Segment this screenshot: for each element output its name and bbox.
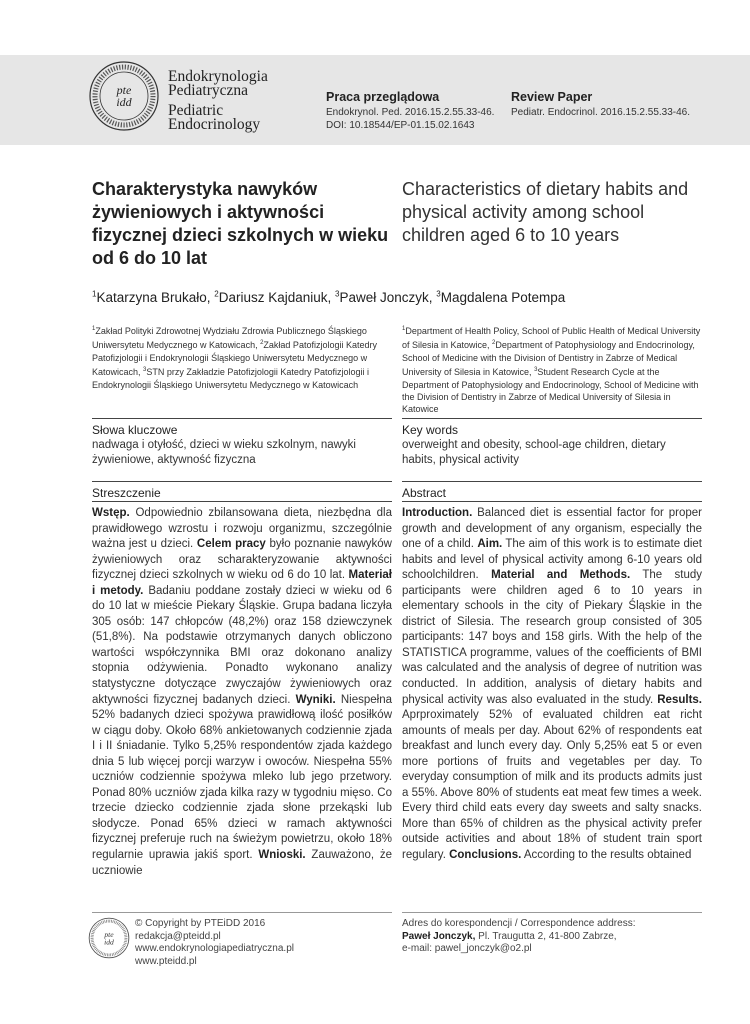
affiliations-pl: $^1$Zakład Polityki Zdrowotnej Wydziału Zdrowia Publicznego Śląskiego Uniwersytetu Medycznego w Katowicach, $^2$Zakład Patofizjologii Katedry Patofizjologii i Endokrynologii Śląskiego Uniwersytetu Medycznego w Katowicach, $^3$STN przy Zakładzie Patofizjologii Katedry Patofizjologii i Endokrynologii Śląskiego Uniwersytetu Medycznego w Katowicach bbox=[92, 326, 377, 390]
citation-en: Pediatr. Endocrinol. 2016.15.2.55.33-46. bbox=[511, 107, 691, 118]
abstract-heading-pl: Streszczenie bbox=[92, 486, 161, 500]
article-type-en: Review Paper bbox=[511, 90, 593, 104]
section-label: Wyniki. bbox=[295, 693, 336, 706]
section-label: Introduction. bbox=[402, 507, 473, 519]
correspondence-block bbox=[402, 918, 635, 956]
journal-website-link[interactable]: www.endokrynologiapediatryczna.pl bbox=[135, 943, 294, 954]
article-meta-pl bbox=[326, 91, 494, 132]
section-label: Aim. bbox=[477, 538, 503, 551]
keywords-heading-en: Key words bbox=[402, 423, 459, 437]
journal-name-en-1: Pediatric bbox=[168, 102, 224, 119]
author: $^3$Magdalena Potempa bbox=[436, 289, 566, 305]
doi[interactable]: DOI: 10.18544/EP-01.15.02.1643 bbox=[326, 120, 475, 131]
footer-divider bbox=[402, 912, 702, 913]
journal-seal-logo bbox=[88, 60, 160, 132]
divider bbox=[92, 481, 392, 482]
keywords-pl: nadwaga i otyłość, dzieci w wieku szkolnym, nawyki żywieniowe, aktywność fizyczna bbox=[92, 439, 356, 466]
correspondence-email[interactable]: e-mail: pawel_jonczyk@o2.pl bbox=[402, 943, 532, 954]
society-website-link[interactable]: www.pteidd.pl bbox=[135, 955, 197, 967]
author: $^2$Dariusz Kajdaniuk, bbox=[214, 289, 336, 305]
copyright-block bbox=[135, 918, 294, 968]
citation-pl: Endokrynol. Ped. 2016.15.2.55.33-46. bbox=[326, 107, 495, 118]
article-meta-en bbox=[511, 91, 690, 119]
copyright-line: © Copyright by PTEiDD 2016 bbox=[135, 918, 266, 929]
abstract-en: Introduction. Balanced diet is essential factor for proper growth and development of any organism, especially the one of a child. Aim. The aim of this work is to estimate diet habits and level of physical activity among 6-10 years old schoolchildren. Material and Methods. The study participants were children aged 6 to 10 years in elementary schools in the city of Piekary Śląskie in the district of Silesia. The research group consisted of 305 participants: 147 boys and 158 girls. With the help of the STATISTICA programme, values of the coefficients of BMI was calculated and the analysis of degree of nutrition was conducted. In addition, analysis of dietary habits and physical activity was also evaluated in the study. Results. Aprproximately 52% of evaluated children eat richt amounts of meals per day. About 62% of respondents eat breakfast and lunch every day. Only 5,25% eat 5 or even more portions of fruits and vegetables per day. To everyday consumption of milk and its products admits just a 55%. Above 80% of students eat meat few times a week. Every third child eats every day sweets and salty snacks. More than 65% of children as the physical activity prefer outside activities and about 18% of student train sport regulary. Conclusions. According to the results obtained bbox=[402, 507, 702, 862]
author-list bbox=[92, 289, 565, 305]
svg-text:idd: idd bbox=[116, 95, 132, 109]
article-title-en: Characteristics of dietary habits and physical activity among school children aged 6 to 10 years bbox=[402, 179, 689, 245]
correspondence-address: Paweł Jonczyk, Pl. Traugutta 2, 41-800 Zabrze, bbox=[402, 930, 617, 942]
section-label: Results. bbox=[657, 693, 702, 706]
article-type-pl: Praca przeglądowa bbox=[326, 90, 440, 104]
section-label: Wnioski. bbox=[258, 849, 306, 862]
keywords-en: overweight and obesity, school-age children, dietary habits, physical activity bbox=[402, 439, 666, 466]
article-title-pl: Charakterystyka nawyków żywieniowych i aktywności fizycznej dzieci szkolnych w wieku od 6 do 10 lat bbox=[92, 179, 389, 268]
section-label: Materiał i metody. bbox=[92, 569, 392, 597]
divider bbox=[92, 418, 392, 419]
author: $^3$Paweł Jonczyk, bbox=[335, 289, 437, 305]
section-label: Wstęp. bbox=[92, 507, 130, 519]
affiliations-en: $^1$Department of Health Policy, School of Public Health of Medical University of Silesia in Katowice, $^2$Department of Patophysiology and Endocrinology, School of Medicine with the Division of Dentistry in Zabrze of Medical University of Silesia in Katowice, $^3$Student Research Cycle at the Department of Patophysiology and Endocrinology, School of Medicine with the Division of Dentistry in Zabrze of Medical University of Silesia in Katowice bbox=[402, 326, 701, 415]
abstract-heading-en: Abstract bbox=[402, 486, 447, 500]
journal-name-pl-2: Pediatryczna bbox=[168, 82, 249, 99]
footer-seal-logo bbox=[88, 917, 130, 959]
keywords-heading-pl: Słowa kluczowe bbox=[92, 423, 178, 437]
abstract-pl: Wstęp. Odpowiednio zbilansowana dieta, niezbędna dla prawidłowego wzrostu i rozwoju organizmu, szczególnie ważna jest u dzieci. Celem pracy było poznanie nawyków żywieniowych oraz scharakteryzowanie aktywności fizycznej dzieci szkolnych w wieku od 6 do 10 lat. Materiał i metody. Badaniu poddane zostały dzieci w wieku od 6 do 10 lat w mieście Piekary Śląskie. Grupa badana liczyła 305 osób: 147 chłopców (48,2%) oraz 158 dziewczynek (51,8%). Na podstawie otrzymanych danych obliczono wartości współczynnika BMI oraz dokonano analizy stopnia odżywienia. Ponadto wykonano analizy statystyczne dotyczące zwyczajów żywieniowych oraz aktywności fizycznej badanych dzieci. Wyniki. Niespełna 52% badanych dzieci spożywa prawidłową ilość posiłków w ciągu doby. Około 68% ankietowanych codziennie zjada I i II śniadanie. Tylko 5,25% respondentów zjada każdego dnia 5 lub więcej porcji warzyw i owoców. Niespełna 55% uczniów codziennie spożywa mleko lub jego przetwory. Ponad 80% uczniów zjada kilka razy w tygodniu mięso. Co trzecie dziecko codziennie zjada słone przekąski lub słodycze. Ponad 65% dzieci w ramach aktywności fizycznej preferuje ruch na świeżym powietrzu, około 18% regularnie uprawia jakiś sport. Wnioski. Zauważono, że uczniowie bbox=[92, 507, 392, 877]
divider bbox=[402, 501, 702, 502]
editor-email-link[interactable]: redakcja@pteidd.pl bbox=[135, 930, 221, 942]
svg-text:pte: pte bbox=[104, 929, 114, 939]
section-label: Celem pracy bbox=[196, 538, 266, 551]
section-label: Material and Methods. bbox=[491, 569, 631, 582]
divider bbox=[92, 501, 392, 502]
divider bbox=[402, 418, 702, 419]
correspondence-heading: Adres do korespondencji / Correspondence address: bbox=[402, 918, 636, 929]
divider bbox=[402, 481, 702, 482]
journal-name-pl-1: Endokrynologia bbox=[168, 68, 268, 85]
footer-divider bbox=[92, 912, 392, 913]
section-label: Conclusions. bbox=[449, 849, 522, 862]
svg-text:idd: idd bbox=[104, 937, 114, 947]
author: $^1$Katarzyna Brukało, bbox=[92, 289, 215, 305]
journal-name-en-2: Endocrinology bbox=[168, 116, 261, 133]
svg-text:pte: pte bbox=[116, 83, 132, 97]
journal-name bbox=[168, 70, 268, 132]
